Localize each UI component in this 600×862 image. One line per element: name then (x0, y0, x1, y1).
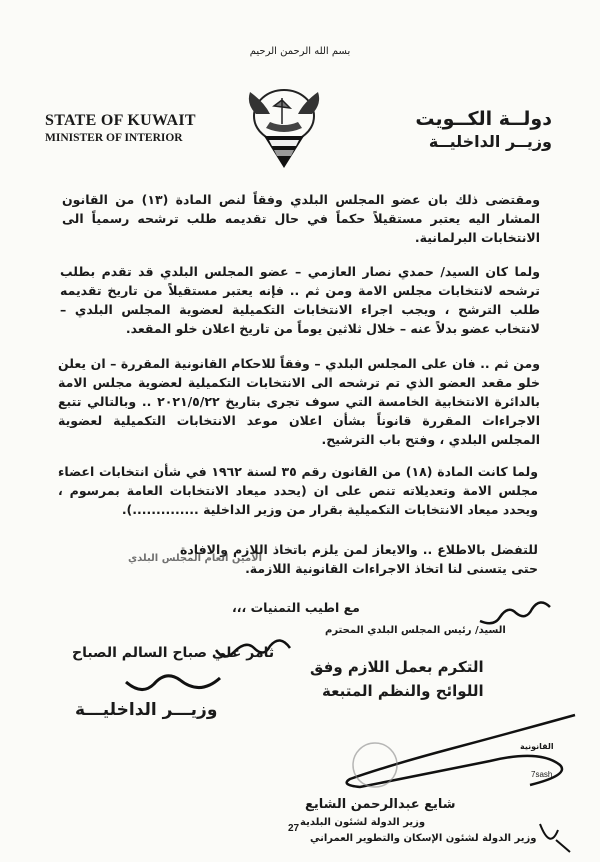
paragraph-3: ومن ثم .. فان على المجلس البلدي – وفقاً للاحكام القانونية المقررة – ان يعلن خلو مقعد العضو الذي تم ترشحه الى الانتخابات التكميلية لعضوية مجلس الامة بالدائرة الانتخابية الخامسة التي سوف تجرى بتاريخ ٢٠٢١/٥/٢٢ .. وبالتالي تتبع الاجراءات المقررة قانوناً بشأن اعلان موعد الانتخابات التكميلية لعضوية المجلس البلدي ، وفتح باب الترشيح. (58, 356, 540, 447)
corner-mark-icon (520, 820, 580, 856)
paragraph-4: ولما كانت المادة (١٨) من القانون رقم ٣٥ لسنة ١٩٦٢ في شأن انتخابات اعضاء مجلس الامة وتعديلاته تنص على ان (يحدد ميعاد الانتخابات العامة بمرسوم ، ويحدد ميعاد الانتخابات التكميلية بقرار من وزير الداخلية ..............). (58, 464, 538, 517)
closing-regards: مع اطيب التمنيات ،،، (232, 600, 360, 615)
minister-name: ثامر علي صباح السالم الصباح (72, 645, 275, 661)
minister-of-state-title-2: وزير الدولة لشئون الإسكان والتطوير العمراني (310, 833, 537, 844)
english-title-state: STATE OF KUWAIT (45, 112, 196, 129)
kuwait-emblem-icon (244, 84, 324, 170)
english-title-minister: MINISTER OF INTERIOR (45, 132, 183, 144)
legal-label: القانونية (520, 742, 554, 751)
minister-of-state-name: شايع عبدالرحمن الشايع (305, 797, 456, 812)
handwritten-note (310, 655, 484, 703)
handwritten-note-line-2: اللوائح والنظم المتبعة (322, 682, 484, 700)
paragraph-2: ولما كان السيد/ حمدي نصار العازمي – عضو المجلس البلدي قد تقدم بطلب ترشحه لانتخابات مجلس الامة ومن ثم .. فإنه يعتبر مستقيلاً من تاريخ تقديمه طلب الترشح ، ويجب اجراء الانتخابات التكميلية لعضوية المجلس البلدي – لانتخاب عضو بدلاً عنه – خلال ثلاثين يوماً من تاريخ اعلان خلو المقعد. (60, 264, 540, 336)
addressee-signature-icon (450, 595, 560, 635)
paragraph-5: للتفضل بالاطلاع .. والايعاز لمن يلزم باتخاذ اللازم والافادة حتى يتسنى لنا اتخاذ الاجراءات القانونية اللازمة. (180, 542, 538, 576)
arabic-title-minister: وزيــر الداخليــة (428, 132, 552, 151)
minister-of-state-title-1: وزير الدولة لشئون البلدية (300, 817, 426, 828)
secretary-stamp: الامين العام المجلس البلدي (127, 553, 263, 564)
english-letterhead (45, 112, 196, 144)
addressee-line: السيد/ رئيس المجلس البلدي المحترم (325, 625, 506, 636)
arabic-letterhead (415, 108, 552, 151)
basmala: بسم الله الرحمن الرحيم (249, 46, 351, 57)
minister-signature-icon (120, 668, 230, 698)
paragraph-1: ومقتضى ذلك بان عضو المجلس البلدي وفقاً لنص المادة (١٣) من القانون المشار اليه يعتبر مستقيلاً حكماً في حال تقديمه طلب ترشحه رسمياً الى الانتخابات البرلمانية. (62, 192, 540, 245)
arabic-title-state: دولــة الكــويت (415, 108, 552, 130)
reference-code: 7sash (531, 770, 553, 779)
minister-title: وزيـــر الداخليـــة (75, 700, 218, 720)
page-number: 27 (288, 823, 300, 834)
handwritten-note-line-1: التكرم بعمل اللازم وفق (310, 658, 484, 676)
